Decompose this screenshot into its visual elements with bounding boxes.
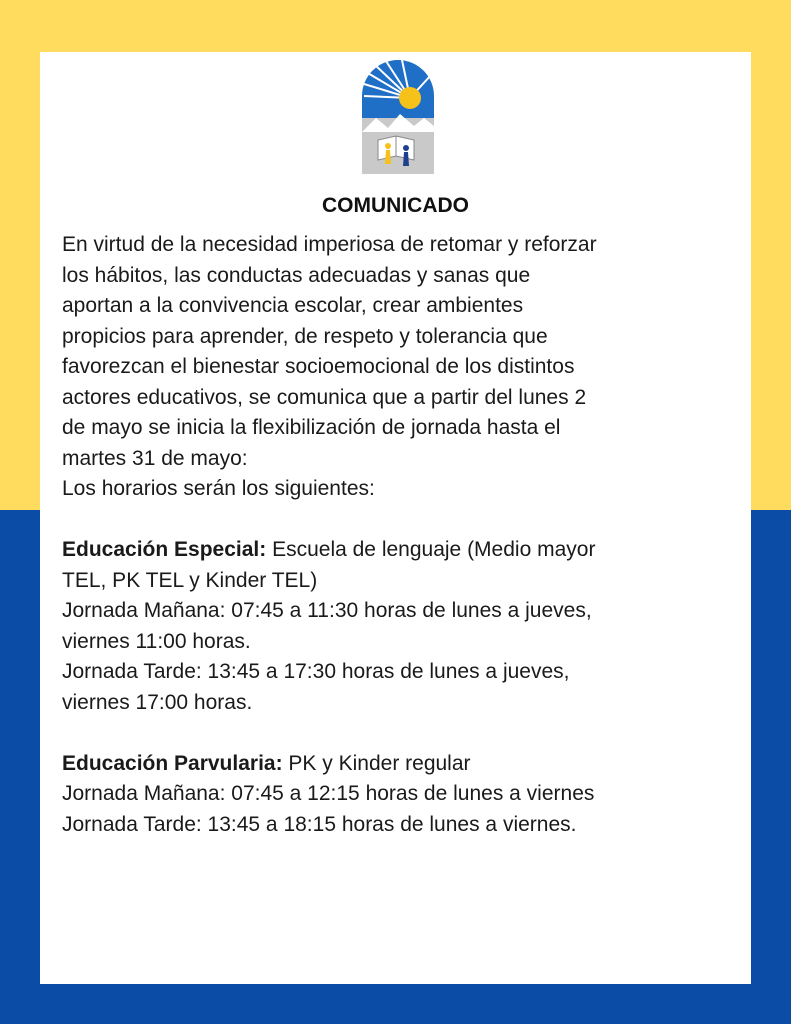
school-logo — [362, 60, 434, 174]
intro-line: los hábitos, las conductas adecuadas y sanas que — [62, 263, 531, 287]
intro-line: actores educativos, se comunica que a partir del lunes 2 — [62, 385, 587, 409]
intro-line: de mayo se inicia la flexibilización de jornada hasta el — [62, 416, 561, 439]
parvularia-line: Jornada Tarde: 13:45 a 18:15 horas de lunes a viernes. — [62, 812, 577, 836]
intro-line: martes 31 de mayo: — [62, 446, 248, 470]
especial-line: viernes 17:00 horas. — [62, 690, 253, 714]
intro-line: aportan a la convivencia escolar, crear ambientes — [62, 294, 524, 317]
intro-line: propicios para aprender, de respeto y tolerancia que — [62, 324, 548, 348]
announcement-body — [62, 230, 732, 840]
especial-description: Escuela de lenguaje (Medio mayor — [266, 538, 596, 561]
parvularia-description: PK y Kinder regular — [282, 751, 471, 775]
especial-line: Jornada Tarde: 13:45 a 17:30 horas de lunes a jueves, — [62, 660, 570, 683]
especial-line: viernes 11:00 horas. — [62, 629, 251, 653]
especial-label: Educación Especial: — [62, 538, 267, 561]
paragraph-gap — [62, 505, 732, 536]
especial-line: TEL, PK TEL y Kinder TEL) — [62, 568, 318, 592]
paragraph-gap — [62, 718, 732, 749]
intro-line: favorezcan el bienestar socioemocional de los distintos — [62, 355, 575, 378]
intro-line: En virtud de la necesidad imperiosa de retomar y reforzar — [62, 233, 597, 256]
page-title: COMUNICADO — [322, 194, 469, 217]
parvularia-heading-line — [62, 749, 732, 780]
parvularia-line: Jornada Mañana: 07:45 a 12:15 horas de lunes a viernes — [62, 782, 595, 805]
intro-line: Los horarios serán los siguientes: — [62, 477, 375, 500]
especial-line: Jornada Mañana: 07:45 a 11:30 horas de lunes a jueves, — [62, 599, 592, 622]
announcement-card — [40, 52, 751, 984]
especial-heading-line — [62, 535, 732, 566]
parvularia-label: Educación Parvularia: — [62, 751, 283, 775]
